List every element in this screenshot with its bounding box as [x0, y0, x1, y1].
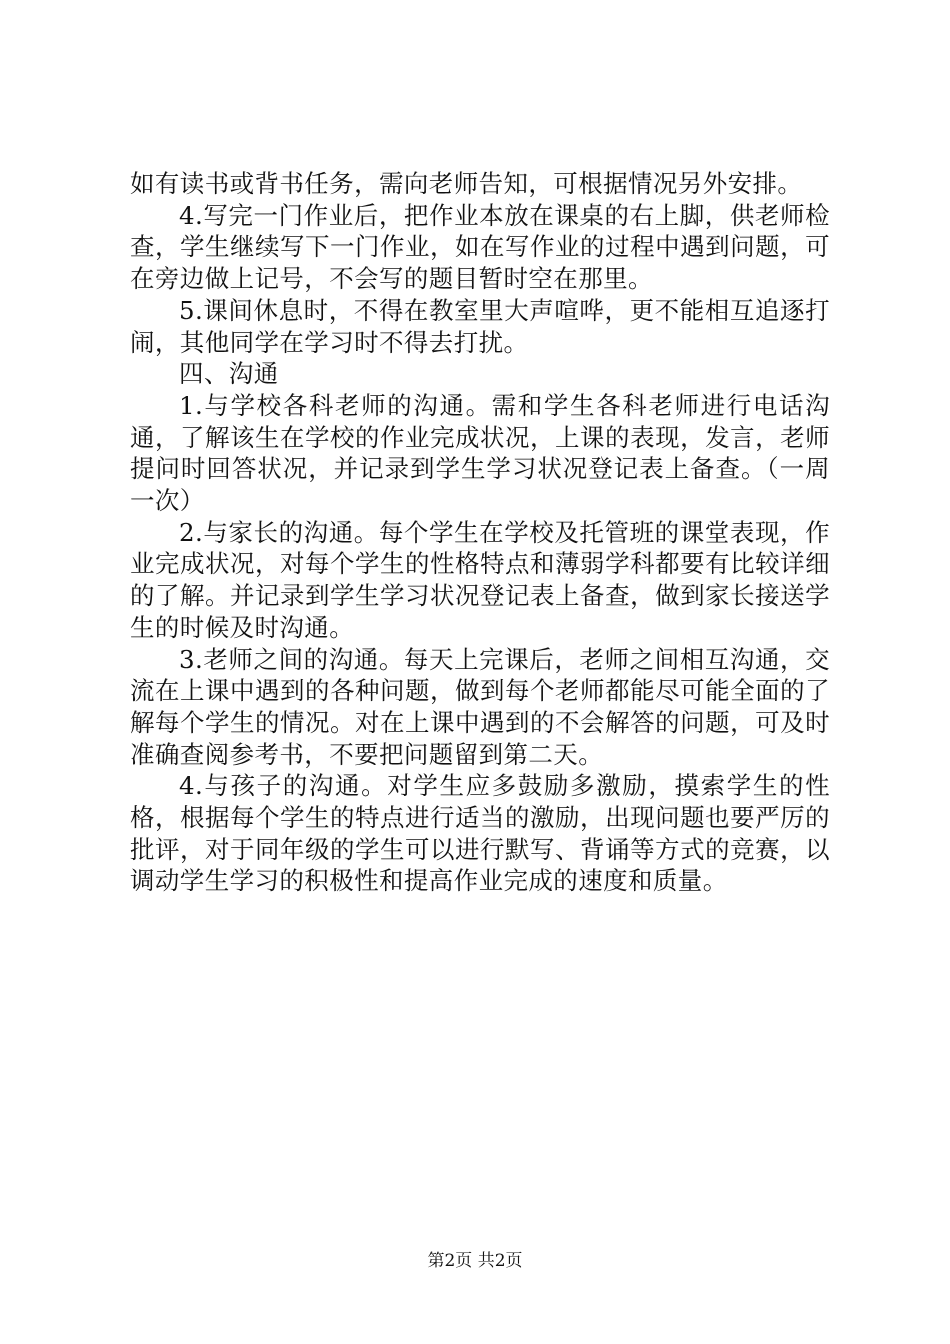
- paragraph-item-5-break: 5.课间休息时，不得在教室里大声喧哗，更不能相互追逐打闹，其他同学在学习时不得去打扰。: [130, 295, 830, 357]
- document-body: [130, 168, 830, 897]
- page-footer: [0, 1250, 950, 1272]
- paragraph-parent-communication: 2.与家长的沟通。每个学生在学校及托管班的课堂表现，作业完成状况，对每个学生的性格特点和薄弱学科都要有比较详细的了解。并记录到学生学习状况登记表上备查，做到家长接送学生的时候及时沟通。: [130, 517, 830, 642]
- paragraph-teacher-communication: 1.与学校各科老师的沟通。需和学生各科老师进行电话沟通，了解该生在学校的作业完成状况，上课的表现，发言，老师提问时回答状况，并记录到学生学习状况登记表上备查。（一周一次）: [130, 390, 830, 516]
- paragraph-between-teachers: 3.老师之间的沟通。每天上完课后，老师之间相互沟通，交流在上课中遇到的各种问题，做到每个老师都能尽可能全面的了解每个学生的情况。对在上课中遇到的不会解答的问题，可及时准确查阅参考书，不要把问题留到第二天。: [130, 644, 830, 769]
- section-heading-communication: 四、沟通: [179, 359, 279, 389]
- paragraph-item-4-homework: 4.写完一门作业后，把作业本放在课桌的右上脚，供老师检查，学生继续写下一门作业，如在写作业的过程中遇到问题，可在旁边做上记号，不会写的题目暂时空在那里。: [130, 200, 830, 294]
- paragraph-continuation: 如有读书或背书任务，需向老师告知，可根据情况另外安排。: [130, 169, 803, 198]
- page-number-label: 第2页 共2页: [427, 1251, 523, 1271]
- paragraph-child-communication: 4.与孩子的沟通。对学生应多鼓励多激励，摸索学生的性格，根据每个学生的特点进行适当的激励，出现问题也要严厉的批评，对于同年级的学生可以进行默写、背诵等方式的竞赛，以调动学生学习的积极性和提高作业完成的速度和质量。: [130, 771, 830, 896]
